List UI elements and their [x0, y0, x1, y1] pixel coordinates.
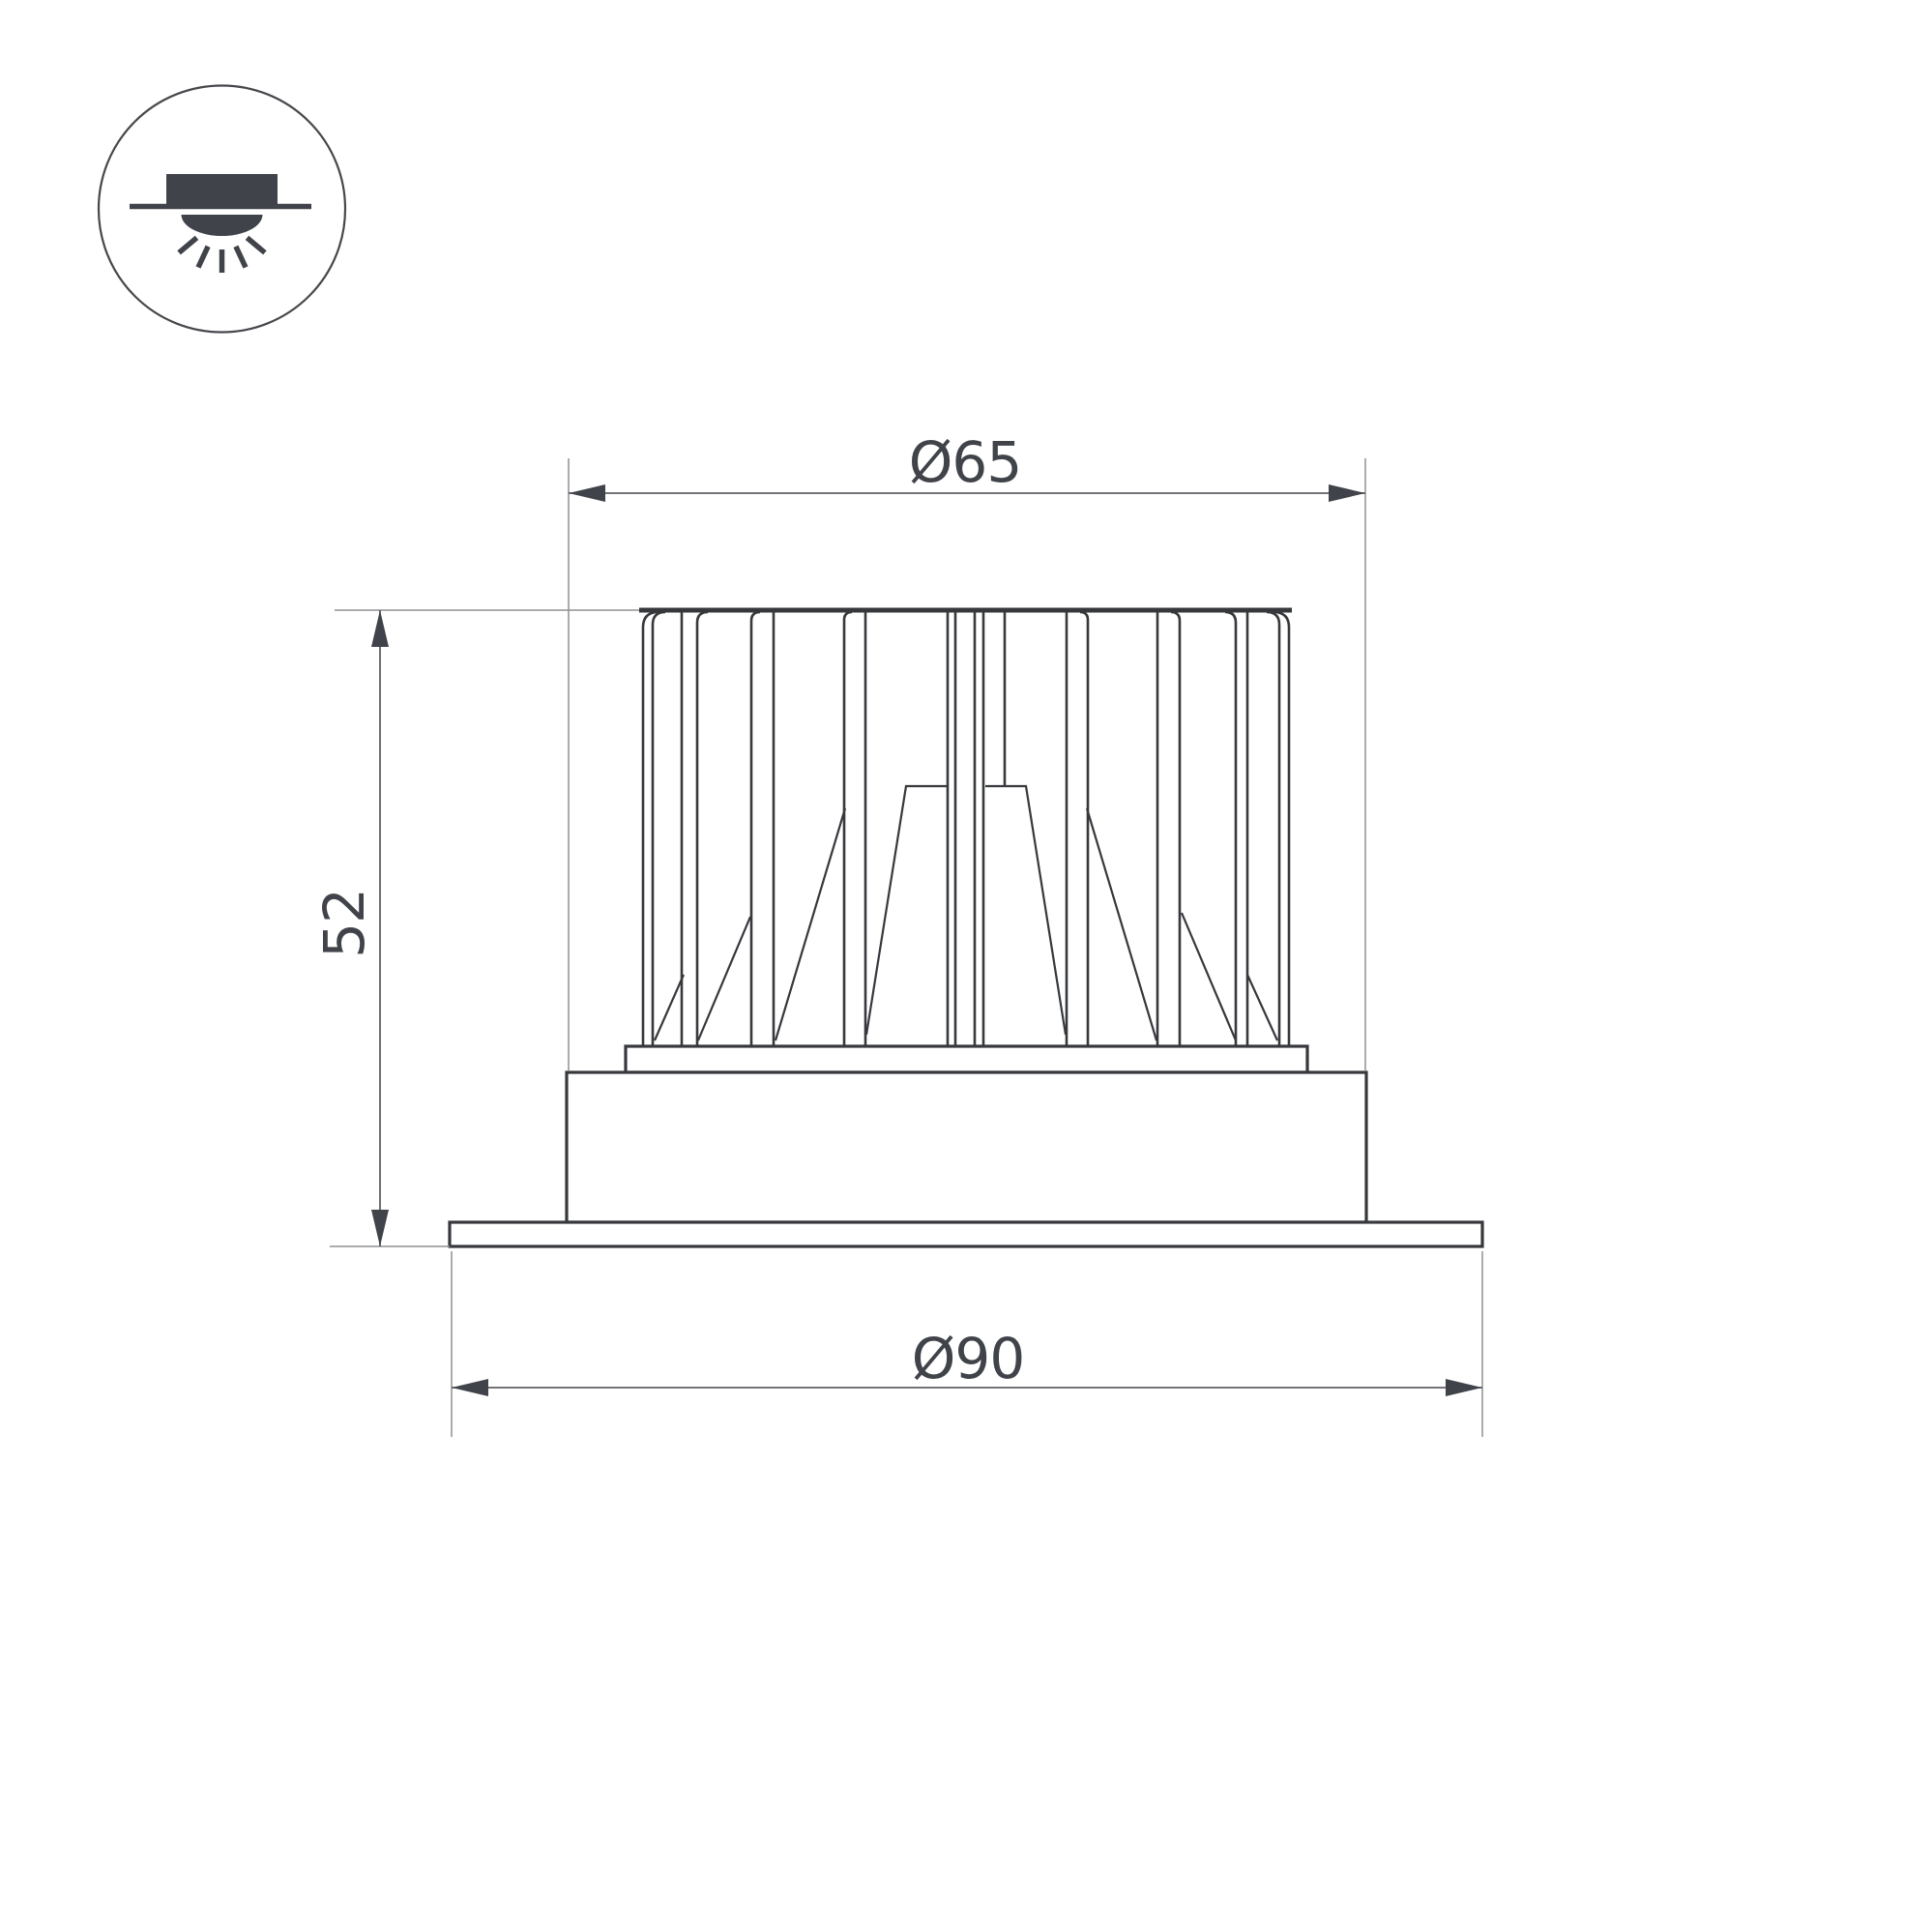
cone-line: [1182, 913, 1236, 1040]
light-ray-icon: [198, 247, 208, 268]
heatsink-base-plate: [626, 1046, 1307, 1072]
dimension-top-diameter: [569, 429, 1365, 1070]
cone-line: [985, 786, 1066, 1035]
cone-line: [1087, 808, 1156, 1040]
dimension-flange-diameter: [452, 1251, 1482, 1437]
icon-lamp-dome: [182, 215, 263, 236]
dimension-value-top-diameter: Ø65: [908, 429, 1022, 495]
product-icon: [99, 86, 345, 333]
icon-housing: [166, 174, 278, 204]
fin-line: [751, 612, 760, 1045]
cone-line: [776, 808, 845, 1040]
dimension-value-flange-diameter: Ø90: [911, 1326, 1025, 1391]
arrowhead-right-icon: [1446, 1379, 1482, 1396]
fin-line: [1267, 612, 1279, 1045]
trim-flange: [450, 1222, 1482, 1246]
light-ray-icon: [248, 238, 265, 252]
fin-line: [1080, 612, 1088, 1045]
light-ray-icon: [236, 247, 246, 268]
arrowhead-left-icon: [569, 484, 605, 502]
downlight-drawing: [450, 610, 1482, 1246]
arrowhead-up-icon: [371, 610, 389, 647]
dimension-value-height: 52: [311, 889, 377, 958]
fin-line: [643, 612, 659, 1045]
reflector-cone-lines: [655, 786, 1277, 1040]
mounting-body: [567, 1072, 1366, 1222]
arrowhead-right-icon: [1329, 484, 1365, 502]
cone-line: [655, 975, 684, 1040]
fin-line: [1225, 612, 1236, 1045]
fin-line: [653, 612, 665, 1045]
fin-line: [1273, 612, 1289, 1045]
arrowhead-left-icon: [452, 1379, 488, 1396]
cone-line: [1247, 975, 1277, 1040]
icon-light-rays: [179, 238, 265, 273]
arrowhead-down-icon: [371, 1210, 389, 1246]
heatsink-fins: [639, 610, 1292, 1045]
fin-line: [1171, 612, 1180, 1045]
cone-line: [698, 917, 750, 1040]
light-ray-icon: [179, 238, 196, 252]
fin-line: [697, 612, 708, 1045]
fin-line: [844, 612, 852, 1045]
cone-line: [866, 786, 947, 1035]
